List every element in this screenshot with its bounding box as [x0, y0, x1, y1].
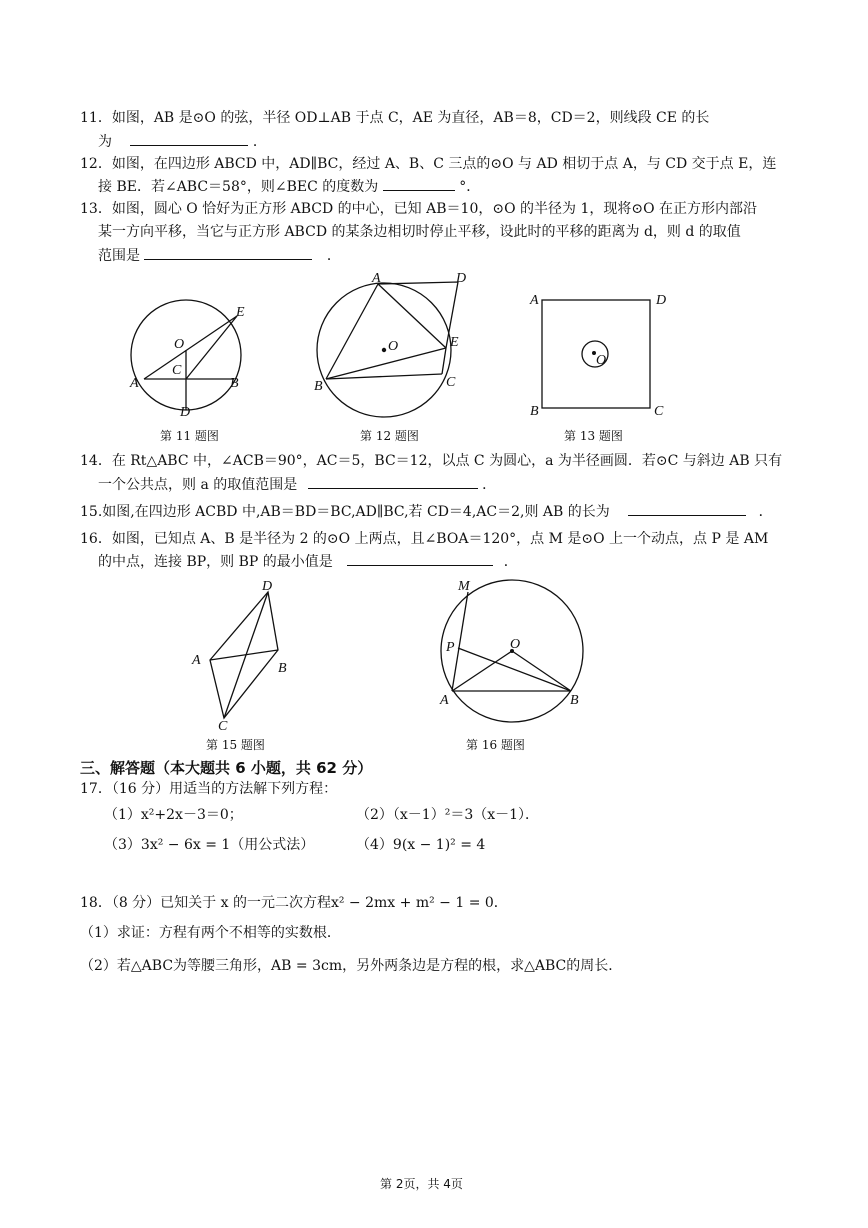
q11-line1: 11．如图，AB 是⊙O 的弦，半径 OD⊥AB 于点 C，AE 为直径，AB＝8，CD＝2，则线段 CE 的长: [80, 110, 710, 126]
q12-line1: 12．如图，在四边形 ABCD 中，AD∥BC，经过 A、B、C 三点的⊙O 与 AD 相切于点 A，与 CD 交于点 E，连: [80, 156, 777, 172]
f13-label-c: C: [654, 404, 664, 419]
f12-label-e: E: [450, 335, 459, 350]
q17-part2: （2）（x－1）²＝3（x－1）．: [356, 807, 540, 823]
q13-prefix: 范围是: [98, 248, 140, 264]
f13-label-d: D: [656, 293, 667, 308]
q15-line1: [80, 501, 773, 522]
figure-16: [430, 572, 600, 732]
figure-15: [186, 578, 306, 733]
f12-label-a: A: [372, 271, 381, 286]
f12-label-b: B: [314, 379, 323, 394]
f12-label-c: C: [446, 375, 456, 390]
f11-label-e: E: [236, 305, 245, 320]
q16-answer-blank[interactable]: [347, 551, 493, 566]
q12-prefix: 接 BE．若∠ABC＝58°，则∠BEC 的度数为: [98, 179, 379, 195]
f16-bp: [458, 648, 571, 691]
q13-line3: [98, 245, 341, 266]
q13-suffix: ．: [326, 248, 341, 264]
f16-label-p: P: [446, 640, 455, 655]
f15-label-d: D: [262, 579, 273, 594]
f11-label-b: B: [230, 376, 239, 391]
q11-prefix: 为: [98, 134, 112, 150]
q17-part1: （1）x²+2x－3＝0；: [104, 807, 243, 823]
f11-caption: 第 11 题图: [160, 429, 219, 443]
q18-part1: （1）求证：方程有两个不相等的实数根．: [80, 925, 341, 941]
f11-label-d: D: [180, 405, 191, 420]
q16-prefix: 的中点，连接 BP，则 BP 的最小值是: [98, 554, 333, 570]
f12-ab: [326, 284, 378, 379]
f13-caption: 第 13 题图: [564, 429, 623, 443]
f11-label-c: C: [172, 363, 182, 378]
q12-suffix: °．: [459, 179, 481, 195]
q16-line1: 16．如图，已知点 A、B 是半径为 2 的⊙O 上两点，且∠BOA＝120°，点 M 是⊙O 上一个动点，点 P 是 AM: [80, 531, 769, 547]
q11-suffix: ．: [252, 134, 267, 150]
f16-label-a: A: [440, 693, 449, 708]
q15-answer-blank[interactable]: [628, 501, 746, 516]
f16-ob: [512, 651, 571, 691]
page-footer: 第 2页，共 4页: [380, 1177, 463, 1191]
q12-line2: [98, 176, 480, 197]
f12-caption: 第 12 题图: [360, 429, 419, 443]
f13-label-o: O: [596, 353, 607, 368]
q14-prefix: 一个公共点，则 a 的取值范围是: [98, 477, 298, 493]
f12-label-o: O: [388, 339, 399, 354]
f13-label-a: A: [530, 293, 539, 308]
q11-line2: [98, 131, 267, 152]
q11-answer-blank[interactable]: [130, 131, 248, 146]
f16-label-m: M: [458, 579, 470, 594]
f11-diameter-ae: [144, 316, 237, 379]
q18-heading: 18．（8 分）已知关于 x 的一元二次方程x² − 2mx + m² − 1 = 0．: [80, 895, 508, 911]
section-3-heading: 三、解答题（本大题共 6 小题，共 62 分）: [80, 759, 373, 777]
q14-line1: 14．在 Rt△ABC 中，∠ACB＝90°，AC＝5，BC＝12，以点 C 为圆心，a 为半径画圆．若⊙C 与斜边 AB 只有: [80, 453, 783, 469]
f12-center-dot: [382, 348, 386, 352]
figure-13: [528, 290, 678, 420]
q12-answer-blank[interactable]: [383, 176, 455, 191]
q17-heading: 17．（16 分）用适当的方法解下列方程：: [80, 781, 338, 797]
q13-line2: 某一方向平移，当它与正方形 ABCD 的某条边相切时停止平移，设此时的平移的距离为 d，则 d 的取值: [98, 224, 741, 240]
f11-segment-ce: [186, 316, 237, 379]
f16-label-b: B: [570, 693, 579, 708]
q15-text: 15.如图,在四边形 ACBD 中,AB＝BD＝BC,AD∥BC,若 CD＝4,AC＝2,则 AB 的长为: [80, 504, 610, 520]
q15-suffix: ．: [758, 504, 773, 520]
f11-label-o: O: [174, 337, 185, 352]
q18-part2: （2）若△ABC为等腰三角形，AB = 3cm，另外两条边是方程的根，求△ABC的周长．: [80, 958, 623, 974]
f15-caption: 第 15 题图: [206, 738, 265, 752]
f11-label-a: A: [130, 376, 139, 391]
q14-answer-blank[interactable]: [308, 474, 478, 489]
q14-suffix: ．: [482, 477, 497, 493]
figure-12: [308, 270, 478, 430]
f12-label-d: D: [456, 271, 467, 286]
f12-ec: [442, 348, 446, 374]
q16-suffix: ．: [503, 554, 518, 570]
q13-line1: 13．如图，圆心 O 恰好为正方形 ABCD 的中心，已知 AB＝10，⊙O 的半径为 1，现将⊙O 在正方形内部沿: [80, 201, 758, 217]
figure-11: [120, 290, 260, 430]
f16-label-o: O: [510, 637, 521, 652]
f15-ab: [210, 650, 278, 660]
f15-label-b: B: [278, 661, 287, 676]
f16-caption: 第 16 题图: [466, 738, 525, 752]
q17-part3: （3）3x² − 6x = 1（用公式法）: [104, 837, 315, 853]
f13-label-b: B: [530, 404, 539, 419]
q14-line2: [98, 474, 496, 495]
f15-label-a: A: [192, 653, 201, 668]
q16-line2: [98, 551, 518, 572]
f15-dc: [224, 592, 268, 718]
f15-label-c: C: [218, 719, 228, 734]
q13-answer-blank[interactable]: [144, 245, 312, 260]
q17-part4: （4）9(x − 1)² = 4: [356, 837, 486, 853]
